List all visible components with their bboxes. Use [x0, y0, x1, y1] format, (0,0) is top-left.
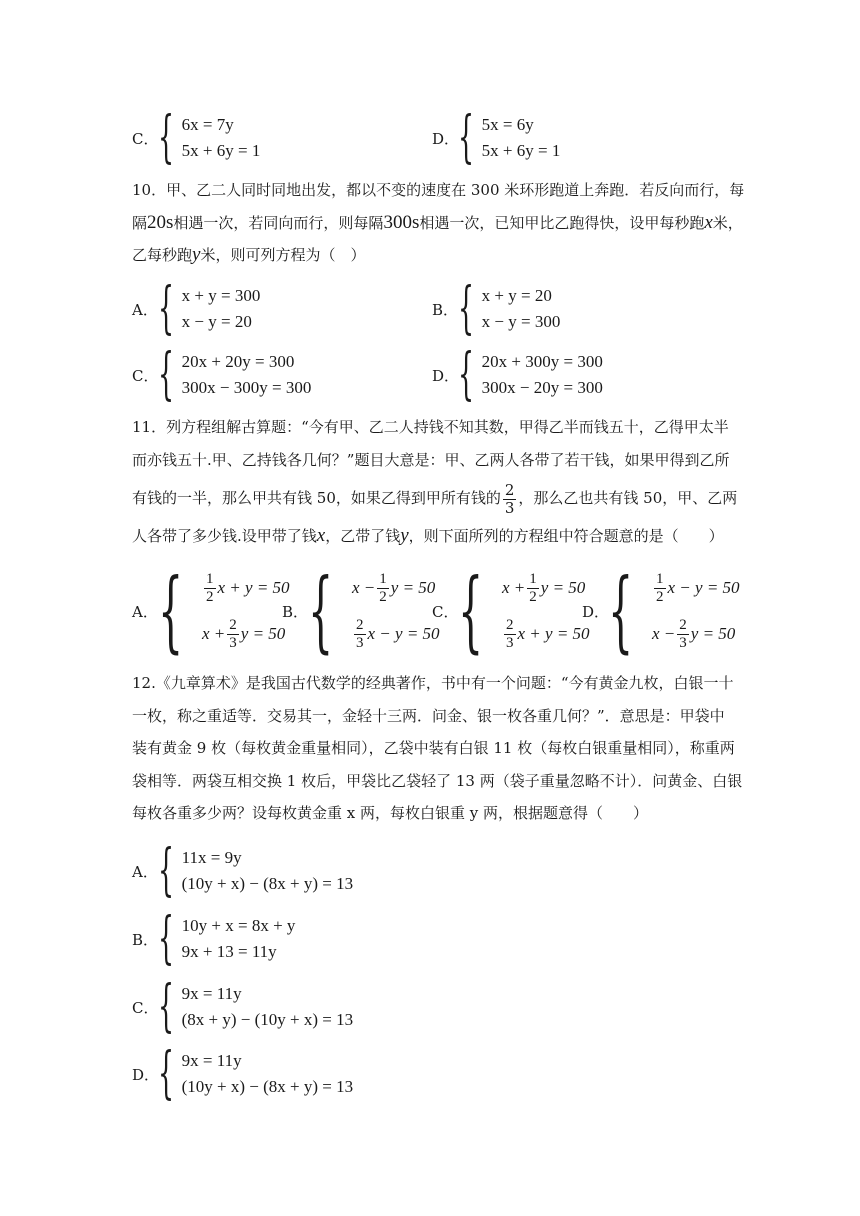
text-line: 一枚，称之重适等．交易其一，金轻十三两．问金、银一枚各重几何？”．意思是：甲袋中: [132, 706, 725, 725]
brace-icon: {: [608, 559, 634, 662]
brace-icon: {: [158, 974, 175, 1039]
equation: 1 2 x − y = 50: [656, 570, 740, 605]
q10-option-b[interactable]: [432, 276, 561, 341]
option-label: D．: [132, 1065, 160, 1084]
equation: 20x + 300y = 300: [481, 352, 603, 371]
equation: 5x = 6y: [481, 115, 534, 134]
equation: x − y = 20: [181, 312, 252, 331]
equation: x − $\frac{2}{3}$ y = 50: [652, 616, 736, 651]
option-label: C．: [432, 602, 459, 621]
brace-icon: {: [308, 559, 334, 662]
brace-icon: {: [158, 105, 175, 170]
text-line: 隔20s相遇一次，若同向而行，则每隔300s相遇一次，已知甲比乙跑得快，设甲每秒跑x米，: [132, 211, 743, 233]
q11-option-c[interactable]: [432, 559, 590, 662]
q11-stem: [132, 411, 738, 553]
q11-option-a[interactable]: [132, 559, 290, 662]
q9-option-d[interactable]: [432, 105, 561, 170]
text-line: 袋相等．两袋互相交换 1 枚后，甲袋比乙袋轻了 13 两（袋子重量忽略不计）．问黄金、白银: [132, 771, 743, 790]
equation: 9x = 11y: [181, 984, 242, 1003]
brace-icon: {: [458, 559, 484, 662]
q12-option-b[interactable]: [132, 906, 296, 971]
equation: 2 3 x − y = 50: [356, 616, 440, 651]
equation: (10y + x) − (8x + y) = 13: [181, 874, 354, 893]
q12-option-c[interactable]: [132, 974, 354, 1039]
option-label: C．: [132, 129, 159, 148]
q12-option-d[interactable]: [132, 1041, 354, 1106]
option-label: C．: [132, 998, 159, 1017]
equation: x + y = 300: [181, 286, 261, 305]
option-label: A．: [132, 862, 158, 881]
text-line: 人各带了多少钱.设甲带了钱x，乙带了钱y，则下面所列的方程组中符合题意的是（ ）: [132, 525, 724, 546]
option-label: C．: [132, 366, 159, 385]
equation: 300x − 300y = 300: [181, 378, 312, 397]
equation: x + y = 20: [481, 286, 552, 305]
equation: x − y = 300: [481, 312, 561, 331]
q11-option-b[interactable]: [282, 559, 440, 662]
brace-icon: {: [158, 559, 184, 662]
equation: 1 2 x + y = 50: [206, 570, 290, 605]
brace-icon: {: [158, 906, 175, 971]
option-label: A．: [132, 300, 158, 319]
equation: 20x + 20y = 300: [181, 352, 295, 371]
text-line: 有钱的一半，那么甲共有钱 50，如果乙得到甲所有钱的 $\frac{2}{3}$ ，那么乙也共有钱 50，甲、乙两: [132, 480, 738, 517]
option-label: A．: [132, 602, 158, 621]
q12-stem: [132, 667, 743, 830]
brace-icon: {: [458, 342, 475, 407]
text-line: 乙每秒跑y米，则可列方程为（ ）: [132, 244, 366, 265]
text-line: 而亦钱五十.甲、乙持钱各几何？”题目大意是：甲、乙两人各带了若干钱，如果甲得到乙所: [132, 450, 730, 469]
q9-option-c[interactable]: [132, 105, 261, 170]
text-line: 12.《九章算术》是我国古代数学的经典著作，书中有一个问题：“今有黄金九枚，白银一十: [132, 674, 734, 692]
text-line: 11．列方程组解古算题：“今有甲、乙二人持钱不知其数，甲得乙半而钱五十，乙得甲太半: [132, 418, 729, 436]
text-line: 装有黄金 9 枚（每枚黄金重量相同），乙袋中装有白银 11 枚（每枚白银重量相同），称重两: [132, 739, 735, 757]
equation: (8x + y) − (10y + x) = 13: [181, 1010, 354, 1029]
q11-option-d[interactable]: [582, 559, 740, 662]
q10-option-d[interactable]: [432, 342, 603, 407]
brace-icon: {: [158, 276, 175, 341]
equation: x + $\frac{2}{3}$ y = 50: [202, 616, 286, 651]
equation: 10y + x = 8x + y: [181, 916, 296, 935]
q12-option-a[interactable]: [132, 838, 354, 903]
q10-option-c[interactable]: [132, 342, 312, 407]
text-line: 每枚各重多少两？设每枚黄金重 x 两，每枚白银重 y 两，根据题意得（ ）: [132, 804, 649, 822]
text-line: 10．甲、乙二人同时同地出发，都以不变的速度在 300 米环形跑道上奔跑．若反向而行，每: [132, 181, 745, 199]
brace-icon: {: [158, 1041, 175, 1106]
option-label: B．: [432, 300, 459, 319]
equation: (10y + x) − (8x + y) = 13: [181, 1077, 354, 1096]
brace-icon: {: [158, 342, 175, 407]
option-label: B．: [132, 930, 159, 949]
option-label: D．: [582, 602, 610, 621]
equation: x + $\frac{1}{2}$ y = 50: [502, 570, 586, 605]
equation: 9x = 11y: [181, 1051, 242, 1070]
brace-icon: {: [458, 276, 475, 341]
equation: 5x + 6y = 1: [481, 141, 561, 160]
equation: 11x = 9y: [181, 848, 242, 867]
equation: 2 3 x + y = 50: [506, 616, 590, 651]
option-label: D．: [432, 129, 460, 148]
option-label: B．: [282, 602, 309, 621]
q10-stem: [132, 174, 745, 272]
equation: 6x = 7y: [181, 115, 234, 134]
equation: 5x + 6y = 1: [181, 141, 261, 160]
option-label: D．: [432, 366, 460, 385]
brace-icon: {: [458, 105, 475, 170]
equation: 300x − 20y = 300: [481, 378, 603, 397]
equation: 9x + 13 = 11y: [181, 942, 277, 961]
q10-option-a[interactable]: [132, 276, 261, 341]
brace-icon: {: [158, 838, 175, 903]
equation: x − $\frac{1}{2}$ y = 50: [352, 570, 436, 605]
